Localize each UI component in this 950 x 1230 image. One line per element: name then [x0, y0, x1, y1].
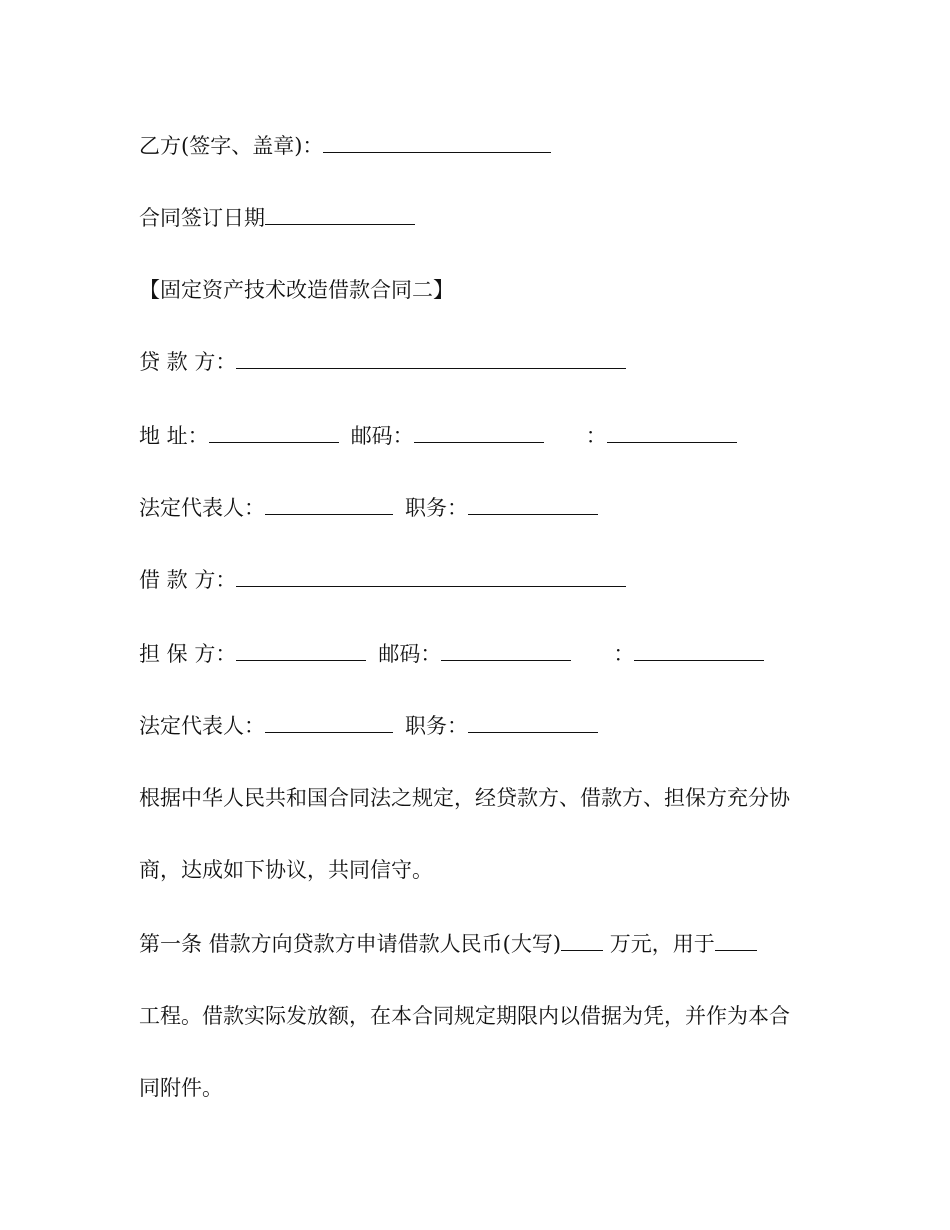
article-1-text-3: 同附件。 [139, 1076, 223, 1100]
party-b-signature-blank [323, 132, 551, 153]
article-1-text-part-2: 万元，用于 [603, 932, 715, 956]
lender-legal-rep-line [139, 494, 598, 522]
lender-phone-blank [607, 422, 737, 443]
preamble-text-1: 根据中华人民共和国合同法之规定，经贷款方、借款方、担保方充分协 [139, 786, 790, 810]
lender-postcode-label: 邮码： [350, 424, 414, 448]
preamble-line-2 [139, 856, 433, 884]
guarantor-postcode-label: 邮码： [378, 642, 442, 666]
lender-legal-rep-label: 法定代表人： [139, 496, 265, 520]
lender-address-line [139, 422, 737, 450]
borrower-line [139, 566, 626, 594]
guarantor-blank [236, 640, 366, 661]
party-b-signature-line [139, 132, 551, 160]
guarantor-phone-blank [634, 640, 764, 661]
guarantor-position-label: 职务： [405, 714, 468, 738]
sign-date-blank [265, 204, 415, 225]
guarantor-legal-rep-line [139, 712, 598, 740]
sign-date-label: 合同签订日期 [139, 206, 265, 230]
article-1-text-2: 工程。借款实际发放额，在本合同规定期限内以借据为凭，并作为本合 [139, 1004, 790, 1028]
lender-phone-colon: ： [585, 424, 607, 448]
lender-position-blank [468, 494, 598, 515]
address-label: 地 址： [139, 424, 209, 448]
address-blank [209, 422, 339, 443]
lender-legal-rep-blank [265, 494, 393, 515]
guarantor-phone-colon: ： [613, 642, 635, 666]
loan-amount-blank [561, 930, 603, 951]
preamble-line-1 [139, 784, 790, 812]
guarantor-position-blank [468, 712, 598, 733]
lender-label: 贷 款 方： [139, 350, 237, 374]
guarantor-postcode-blank [441, 640, 571, 661]
lender-line [139, 348, 626, 376]
article-1-line-1 [139, 930, 757, 958]
loan-purpose-blank [715, 930, 757, 951]
borrower-blank [236, 566, 626, 587]
lender-blank [236, 348, 626, 369]
article-1-line-2 [139, 1002, 790, 1030]
preamble-text-2: 商，达成如下协议，共同信守。 [139, 858, 433, 882]
contract-title [139, 276, 454, 304]
guarantor-legal-rep-label: 法定代表人： [139, 714, 265, 738]
guarantor-legal-rep-blank [265, 712, 393, 733]
party-b-signature-label: 乙方(签字、盖章)： [139, 134, 324, 158]
guarantor-line [139, 640, 764, 668]
article-1-line-3 [139, 1074, 223, 1102]
guarantor-label: 担 保 方： [139, 642, 237, 666]
article-1-text-part-1: 第一条 借款方向贷款方申请借款人民币(大写) [139, 932, 562, 956]
lender-position-label: 职务： [405, 496, 468, 520]
lender-postcode-blank [414, 422, 544, 443]
borrower-label: 借 款 方： [139, 568, 237, 592]
contract-title-text: 【固定资产技术改造借款合同二】 [139, 278, 454, 302]
sign-date-line [139, 204, 415, 232]
